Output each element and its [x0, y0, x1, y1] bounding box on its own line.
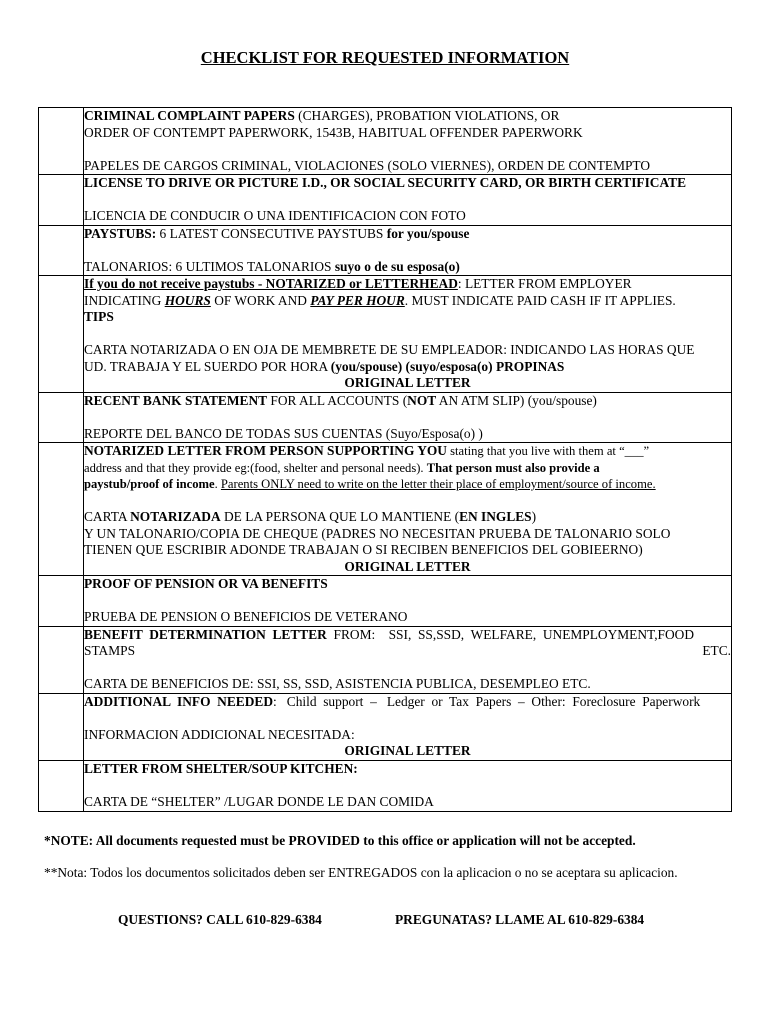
note-label: *NOTE [44, 833, 89, 848]
item-spanish-text: CARTA NOTARIZADA O EN OJA DE MEMBRETE DE SU EMPLEADOR: INDICANDO LAS HORAS QUE [84, 342, 695, 357]
item-text: (CHARGES), PROBATION VIOLATIONS, OR [294, 108, 560, 123]
item-spanish-text: TIENEN QUE ESCRIBIR ADONDE TRABAJAN O SI RECIBEN BENEFICIOS DEL GOBIEERNO) [84, 542, 643, 557]
item-heading: RECENT BANK STATEMENT [84, 392, 268, 408]
item-text: FOR ALL ACCOUNTS ( [267, 392, 408, 408]
row-content [84, 225, 732, 276]
item-heading: If you do not receive paystubs - NOTARIZED or LETTERHEAD [84, 276, 458, 291]
checklist-row-shelter [39, 760, 732, 812]
item-text: INDICATING [84, 292, 165, 308]
checklist-row-employer-letter [39, 276, 732, 393]
item-spanish-text: INFORMACION ADDICIONAL NECESITADA: [84, 726, 355, 742]
item-heading: NOTARIZED LETTER FROM PERSON SUPPORTING YOU [84, 443, 447, 458]
item-spanish-bold: suyo o de su esposa(o) [334, 258, 460, 274]
checklist-row-pension [39, 576, 732, 627]
original-letter-label: ORIGINAL LETTER [344, 743, 471, 758]
item-heading: CRIMINAL COMPLAINT PAPERS [84, 108, 295, 123]
row-content [84, 760, 732, 812]
item-text: ORDER OF CONTEMPT PAPERWORK, 1543B, HABITUAL OFFENDER PAPERWORK [84, 124, 583, 140]
checkbox-cell[interactable] [39, 576, 84, 627]
row-content [84, 443, 732, 576]
checklist-row-benefit-letter [39, 626, 732, 693]
checkbox-cell[interactable] [39, 225, 84, 276]
row-content [84, 175, 732, 226]
item-spanish-text: PAPELES DE CARGOS CRIMINAL, VIOLACIONES (SOLO VIERNES), ORDEN DE CONTEMPTO [84, 157, 651, 173]
checkbox-cell[interactable] [39, 175, 84, 226]
item-spanish-text: UD. TRABAJA Y EL SUERDO POR HORA [84, 358, 331, 374]
item-text-bold: paystub/proof of income [84, 477, 215, 491]
row-content [84, 276, 732, 393]
row-content [84, 626, 732, 693]
item-spanish-text: ) [531, 509, 537, 524]
item-spanish-bold: EN INGLES [459, 509, 532, 524]
item-heading: ADDITIONAL INFO NEEDED [84, 693, 273, 709]
item-text: 6 LATEST CONSECUTIVE PAYSTUBS [156, 225, 387, 241]
item-heading: LETTER FROM SHELTER/SOUP KITCHEN: [84, 760, 358, 776]
item-text-bold: TIPS [84, 309, 114, 324]
item-text-bold: That person must also provide a [426, 460, 600, 475]
item-heading: LICENSE TO DRIVE OR PICTURE I.D., OR SOCIAL SECURITY CARD, OR BIRTH CERTIFICATE [84, 175, 687, 190]
checkbox-cell[interactable] [39, 108, 84, 175]
row-content [84, 108, 732, 175]
item-spanish-text: CARTA DE “SHELTER” /LUGAR DONDE LE DAN COMIDA [84, 793, 434, 809]
item-text: . MUST INDICATE PAID CASH IF IT APPLIES. [404, 292, 676, 308]
checkbox-cell[interactable] [39, 626, 84, 693]
note-english [44, 833, 636, 849]
item-spanish-text: TALONARIOS: 6 ULTIMOS TALONARIOS [84, 258, 335, 274]
item-spanish-bold: NOTARIZADA [130, 509, 221, 524]
original-letter-label: ORIGINAL LETTER [344, 375, 471, 390]
item-text-bold: NOT [407, 392, 437, 408]
checkbox-cell[interactable] [39, 760, 84, 812]
checklist-row-criminal [39, 108, 732, 175]
item-spanish-text: CARTA DE BENEFICIOS DE: SSI, SS, SSD, ASISTENCIA PUBLICA, DESEMPLEO ETC. [84, 676, 591, 691]
item-text: address and that they provide eg:(food, shelter and personal needs). [84, 460, 427, 475]
checklist-table [38, 107, 732, 812]
page-title: CHECKLIST FOR REQUESTED INFORMATION [200, 48, 570, 67]
checklist-row-bank-statement [39, 392, 732, 443]
row-content [84, 693, 732, 760]
item-text: ETC. [702, 643, 731, 658]
item-text: . [214, 477, 221, 491]
checklist-row-paystubs [39, 225, 732, 276]
questions-phone: QUESTIONS? CALL 610-829-6384 [118, 912, 322, 927]
item-emphasis: PAY PER HOUR [310, 292, 405, 308]
item-heading: PAYSTUBS: [84, 225, 157, 241]
note-text: : All documents requested must be PROVIDED to this office or application will not be accepted. [88, 833, 636, 848]
item-text: AN ATM SLIP) (you/spouse) [436, 392, 597, 408]
row-content [84, 392, 732, 443]
item-text: OF WORK AND [210, 292, 311, 308]
row-content [84, 576, 732, 627]
item-spanish-text: PRUEBA DE PENSION O BENEFICIOS DE VETERANO [84, 609, 408, 624]
item-spanish-text: LICENCIA DE CONDUCIR O UNA IDENTIFICACION CON FOTO [84, 208, 466, 223]
checkbox-cell[interactable] [39, 693, 84, 760]
checklist-row-additional-info [39, 693, 732, 760]
checklist-row-license [39, 175, 732, 226]
item-text: stating that you live with them at “___” [446, 444, 650, 458]
item-spanish-text: Y UN TALONARIO/COPIA DE CHEQUE (PADRES NO NECESITAN PRUEBA DE TALONARIO SOLO [84, 525, 671, 541]
item-text: FROM: SSI, SS,SSD, WELFARE, UNEMPLOYMENT,FOOD [326, 626, 695, 642]
checkbox-cell[interactable] [39, 392, 84, 443]
checklist-row-support-letter [39, 443, 732, 576]
item-text: STAMPS [84, 643, 136, 658]
item-spanish-bold: (you/spouse) (suyo/esposa(o) PROPINAS [330, 358, 565, 374]
note-spanish: **Nota: Todos los documentos solicitados deben ser ENTREGADOS con la aplicacion o no se aceptara su aplicacion. [44, 865, 678, 880]
item-text: : LETTER FROM EMPLOYER [457, 276, 632, 291]
item-emphasis: HOURS [164, 292, 211, 308]
original-letter-label: ORIGINAL LETTER [344, 558, 471, 574]
item-spanish-text: REPORTE DEL BANCO DE TODAS SUS CUENTAS (Suyo/Esposa(o) ) [84, 425, 483, 441]
item-text-bold: for you/spouse [386, 225, 470, 241]
item-heading: PROOF OF PENSION OR VA BENEFITS [84, 576, 328, 591]
item-spanish-text: CARTA [84, 509, 131, 524]
item-spanish-text: DE LA PERSONA QUE LO MANTIENE ( [220, 509, 460, 524]
item-text: : Child support – Ledger or Tax Papers – Other: Foreclosure Paperwork [273, 693, 701, 709]
item-heading: BENEFIT DETERMINATION LETTER [84, 626, 327, 642]
checkbox-cell[interactable] [39, 443, 84, 576]
checkbox-cell[interactable] [39, 276, 84, 393]
item-underlined-text: Parents ONLY need to write on the letter their place of employment/source of income. [220, 477, 656, 491]
preguntas-phone: PREGUNATAS? LLAME AL 610-829-6384 [395, 912, 645, 927]
